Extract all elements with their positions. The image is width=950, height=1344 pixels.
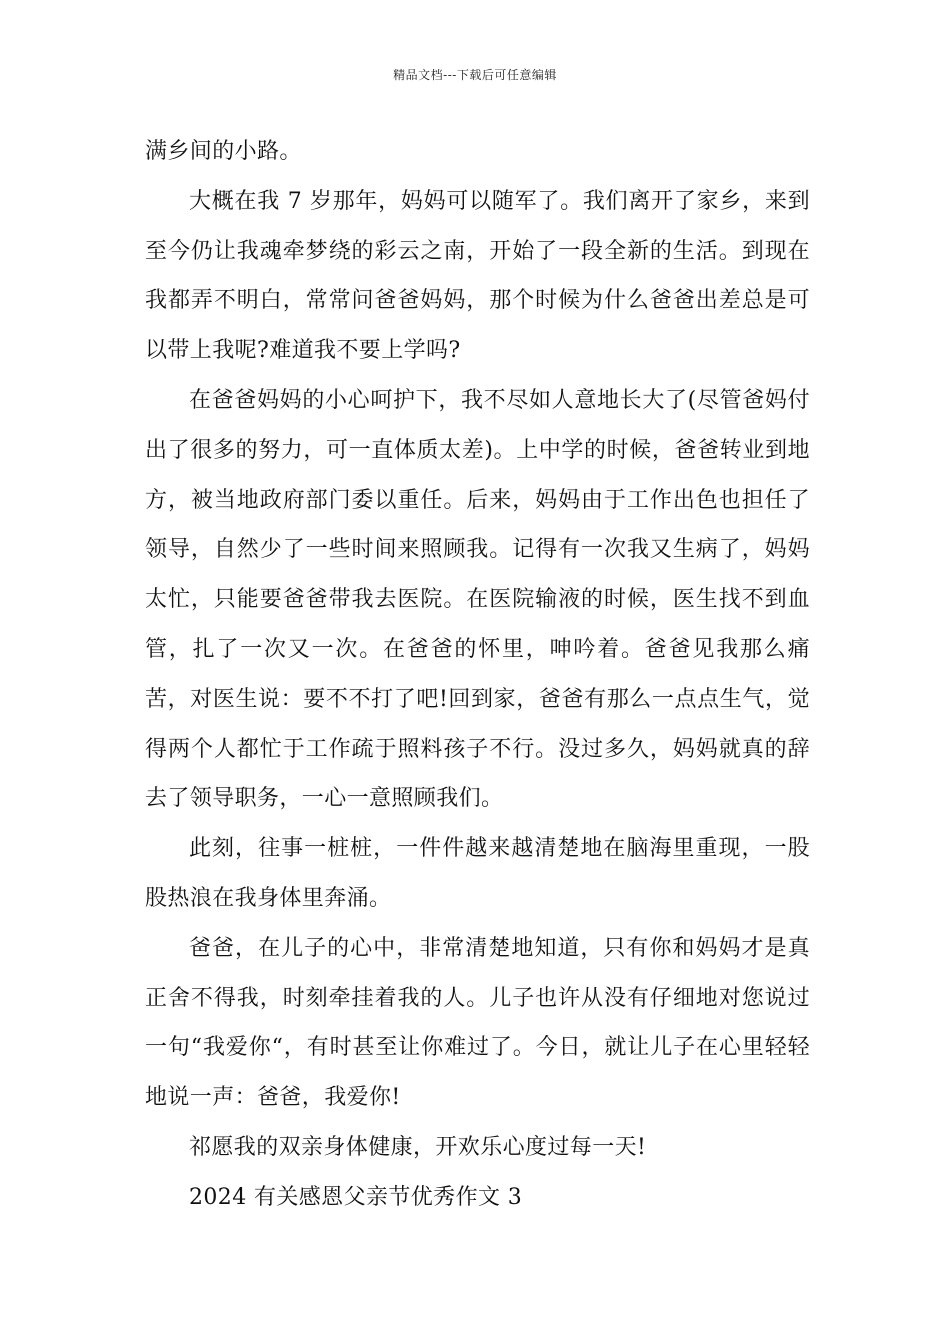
paragraph: 在爸爸妈妈的小心呵护下，我不尽如人意地长大了(尽管爸妈付出了很多的努力，可一直体质太差)。上中学的时候，爸爸转业到地方，被当地政府部门委以重任。后来，妈妈由于工作出色也担任了领导，自然少了一些时间来照顾我。记得有一次我又生病了，妈妈太忙，只能要爸爸带我去医院。在医院输液的时候，医生找不到血管，扎了一次又一次。在爸爸的怀里，呻吟着。爸爸见我那么痛苦，对医生说：要不不打了吧!回到家，爸爸有那么一点点生气，觉得两个人都忙于工作疏于照料孩子不行。没过多久，妈妈就真的辞去了领导职务，一心一意照顾我们。	[145, 387, 810, 812]
section-heading: 2024 有关感恩父亲节优秀作文 3	[189, 1184, 523, 1210]
paragraph: 大概在我 7 岁那年，妈妈可以随军了。我们离开了家乡，来到至今仍让我魂牵梦绕的彩云之南，开始了一段全新的生活。到现在我都弄不明白，常常问爸爸妈妈，那个时候为什么爸爸出差总是可以带上我呢?难道我不要上学吗?	[145, 188, 810, 364]
document-body	[145, 127, 810, 1223]
paragraph: 祁愿我的双亲身体健康，开欢乐心度过每一天!	[189, 1134, 647, 1160]
paragraph: 爸爸，在儿子的心中，非常清楚地知道，只有你和妈妈才是真正舍不得我，时刻牵挂着我的人。儿子也许从没有仔细地对您说过一句“我爱你“，有时甚至让你难过了。今日，就让儿子在心里轻轻地说一声：爸爸，我爱你!	[145, 935, 810, 1111]
page-header: 精品文档---下载后可任意编辑	[393, 68, 557, 82]
paragraph: 此刻，往事一桩桩，一件件越来越清楚地在脑海里重现，一股股热浪在我身体里奔涌。	[145, 836, 810, 911]
paragraph-continuation: 满乡间的小路。	[145, 139, 302, 164]
